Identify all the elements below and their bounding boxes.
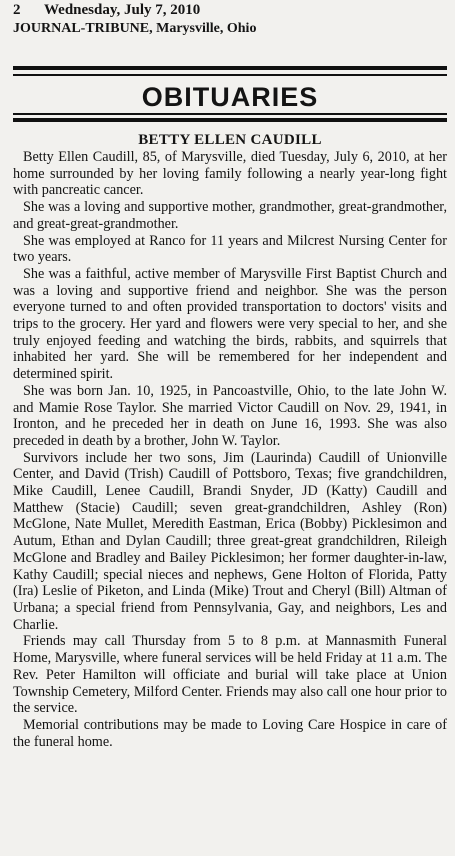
obituary-article [13,131,447,750]
article-paragraph: She was a faithful, active member of Marysville First Baptist Church and was a loving and supportive friend and neighbor. She was the person everyone turned to and often provided transportation to doctors' visits and trips to the grocery. Her yard and flowers were very special to her, and she truly enjoyed feeding and watching the birds, rabbits, and squirrels that inhabited her yard. She will be remembered for her independent and determined spirit. [13,265,447,383]
masthead-dateline [13,2,200,19]
article-paragraph: Survivors include her two sons, Jim (Laurinda) Caudill of Unionville Center, and David (Trish) Caudill of Pottsboro, Texas; five grandchildren, Mike Caudill, Lenee Caudill, Brandi Snyder, JD (Katty) Caudill and Matthew (Stacie) Caudill; seven great-grandchildren, Ashley (Ron) McGlone, Nate Mullet, Meredith Eastman, Erica (Bobby) Picklesimon and Autum, Ethan and Dylan Caudill; three great-great grandchildren, Rileigh McGlone and Bradley and Bailey Picklesimon; her former daughter-in-law, Kathy Caudill; special nieces and nephews, Gene Holton of Florida, Patty (Ira) Leslie of Piketon, and Linda (Mike) Trout and Cheryl (Bill) Altman of Urbana; a special friend from Pennsylvania, Gay, and neighbors, Les and Charlie. [13,449,447,633]
issue-date: Wednesday, July 7, 2010 [43,2,201,18]
page-number: 2 [13,2,21,18]
article-paragraph: She was born Jan. 10, 1925, in Pancoastville, Ohio, to the late John W. and Mamie Rose Taylor. She married Victor Caudill on Nov. 29, 1941, in Ironton, and he preceded her in death on June 16, 1993. She was also preceded in death by a brother, John W. Taylor. [13,382,447,449]
article-paragraph: Friends may call Thursday from 5 to 8 p.m. at Mannasmith Funeral Home, Marysville, where funeral services will be held Friday at 11 a.m. The Rev. Peter Hamilton will officiate and burial will take place at Union Township Cemetery, Milford Center. Friends may also call one hour prior to the service. [13,633,447,717]
paper-location: Marysville, Ohio [156,21,257,36]
article-paragraph: She was a loving and supportive mother, grandmother, great-grandmother, and great-great-grandmother. [13,199,447,232]
section-rule-top [13,66,447,70]
section-rule-top-thin [13,74,447,76]
section-rule-bottom-thin [13,113,447,115]
article-paragraph: She was employed at Ranco for 11 years and Milcrest Nursing Center for two years. [13,232,447,266]
paper-name: JOURNAL-TRIBUNE, [13,21,153,36]
article-paragraph: Memorial contributions may be made to Loving Care Hospice in care of the funeral home. [13,716,447,750]
section-title: OBITUARIES [141,82,319,112]
masthead-paper [13,21,256,37]
article-paragraph: Betty Ellen Caudill, 85, of Marysville, died Tuesday, July 6, 2010, at her home surrounded by her loving family following a nearly year-long fight with pancreatic cancer. [13,149,447,199]
article-headline: BETTY ELLEN CAUDILL [138,132,322,148]
section-rule-bottom [13,118,447,122]
